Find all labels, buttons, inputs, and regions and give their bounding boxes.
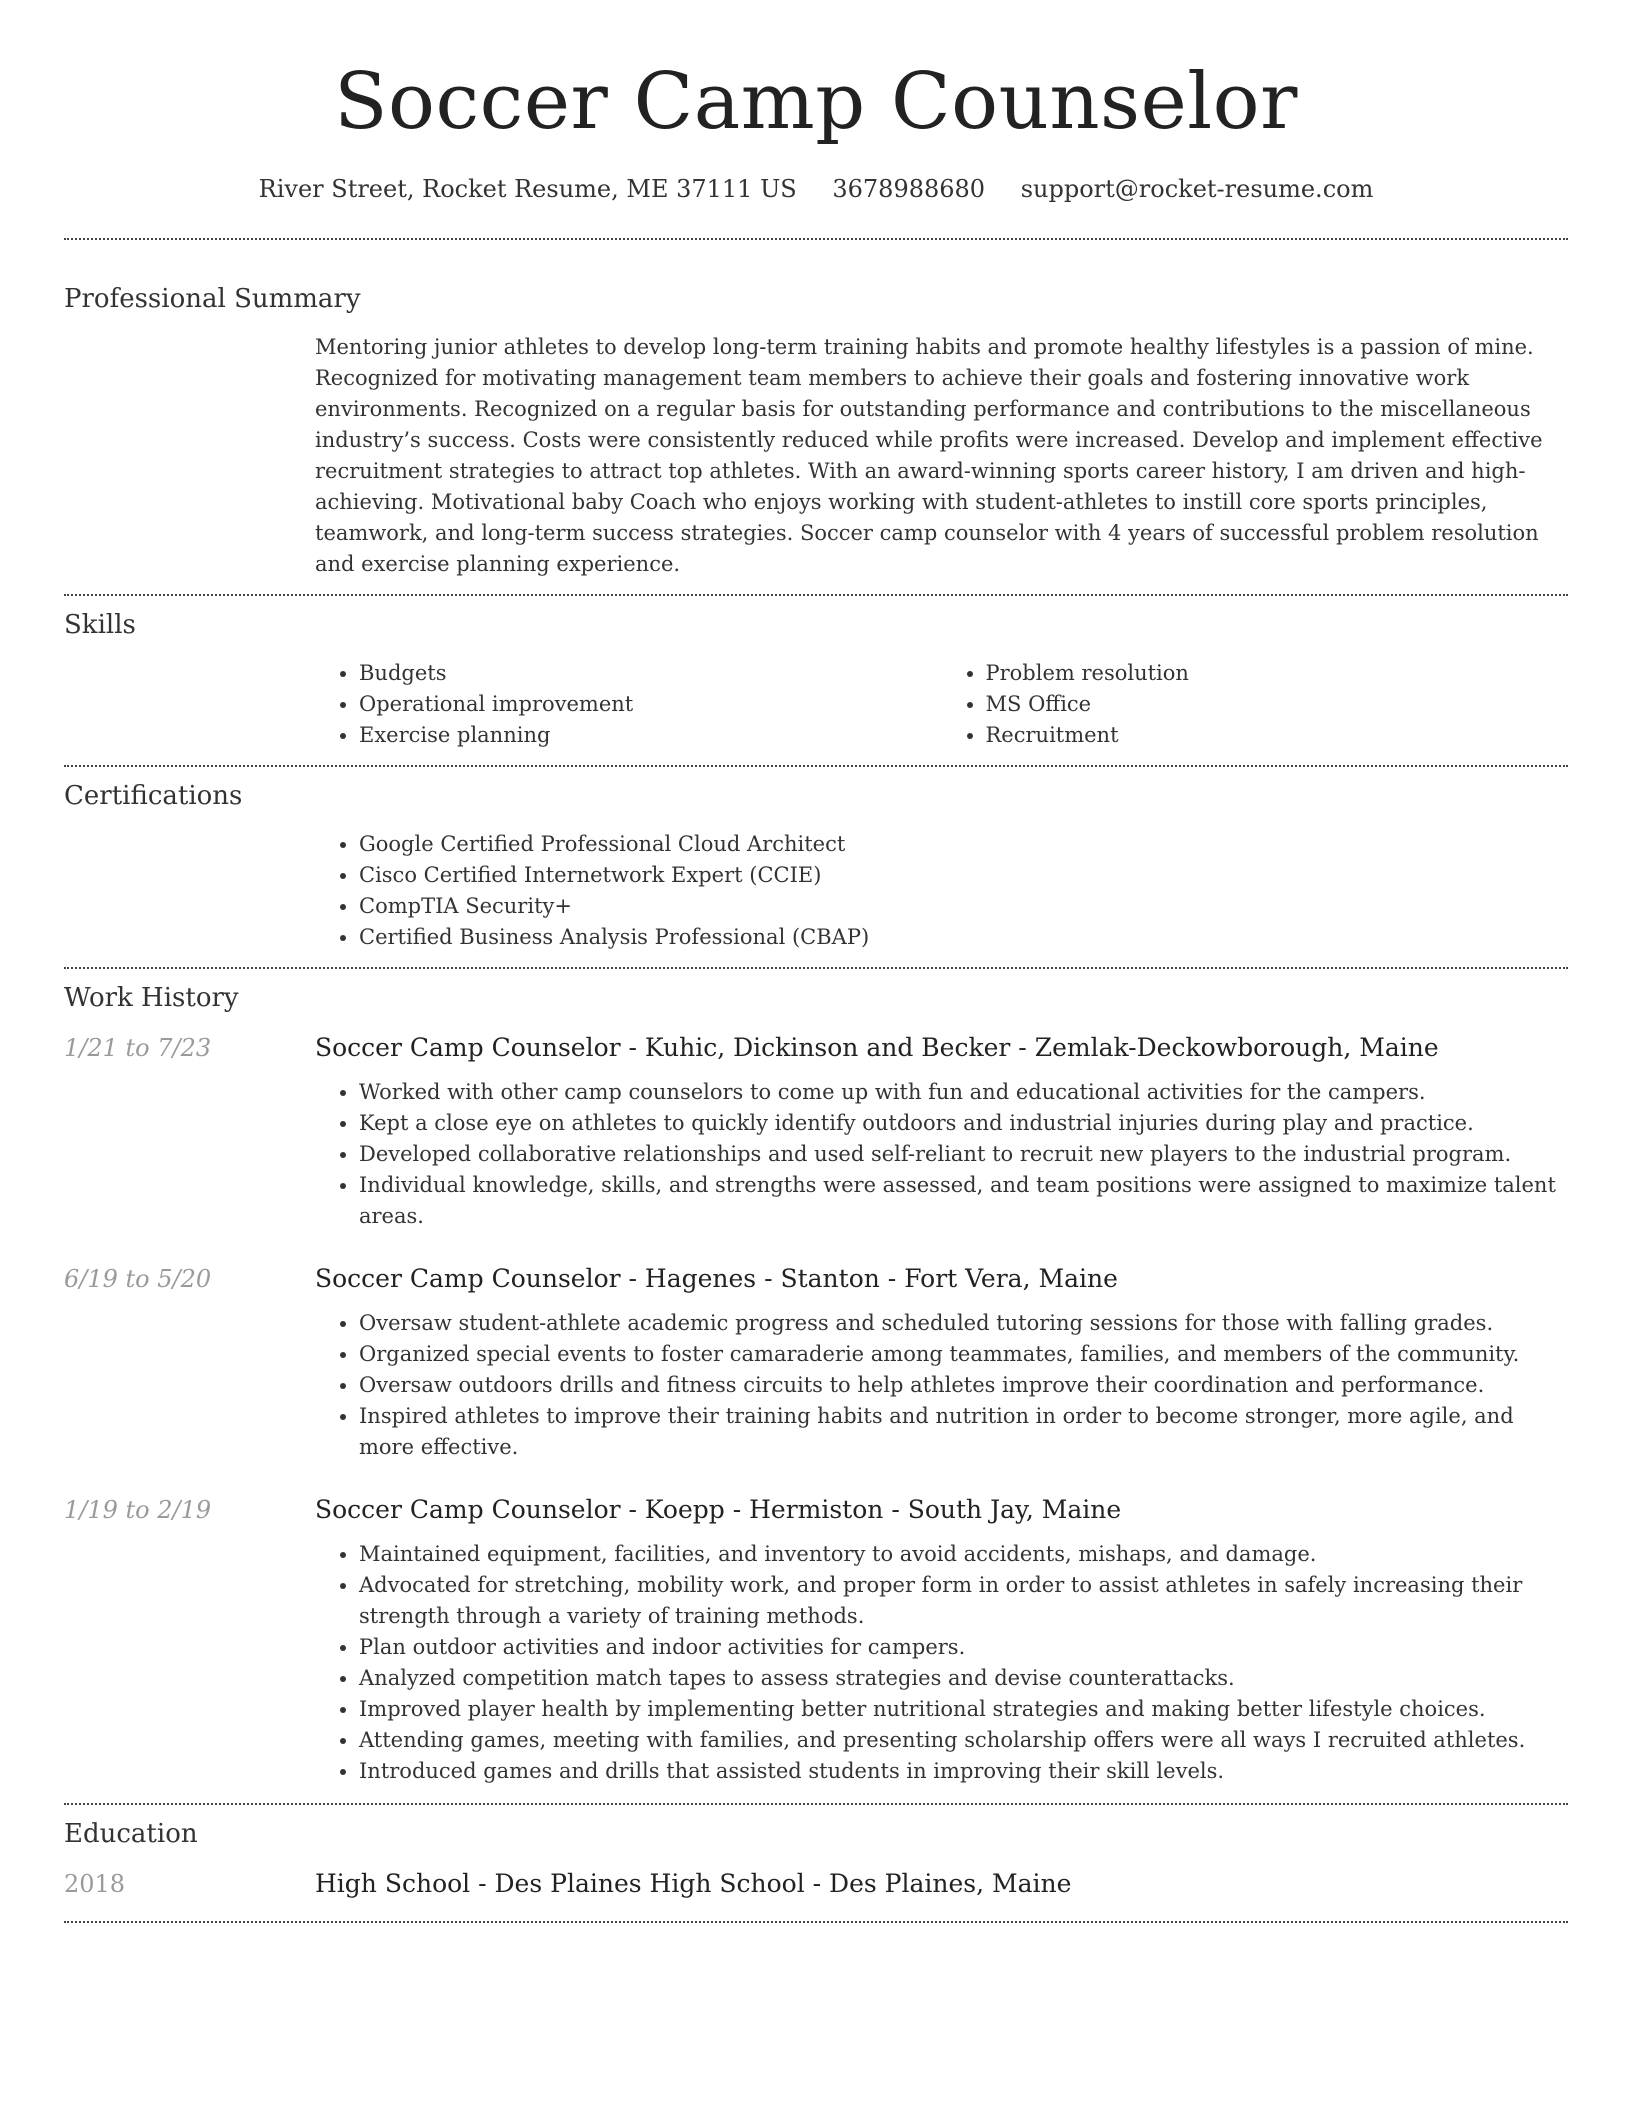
job-bullets-wrap <box>315 1077 1568 1232</box>
job-bullets-wrap <box>315 1539 1568 1787</box>
job-bullet: • Plan outdoor activities and indoor activities for campers. <box>359 1632 1568 1663</box>
work-history-section <box>64 969 1568 1787</box>
skill-item: • Exercise planning <box>359 720 942 751</box>
job-title: Soccer Camp Counselor - Hagenes - Stanton - Fort Vera, Maine <box>315 1264 1118 1293</box>
summary-text: Mentoring junior athletes to develop long-term training habits and promote healthy lifestyles is a passion of mine. Recognized for motivating management team members to achieve their goals and fostering innovative work environments. Recognized on a regular basis for outstanding performance and contributions to the miscellaneous industry’s success. Costs were consistently reduced while profits were increased. Develop and implement effective recruitment strategies to attract top athletes. With an award-winning sports career history, I am driven and high-achieving. Motivational baby Coach who enjoys working with student-athletes to instill core sports principles, teamwork, and long-term success strategies. Soccer camp counselor with 4 years of successful problem resolution and exercise planning experience. <box>315 335 1543 576</box>
job-entry <box>64 1262 1568 1463</box>
job-dates: 1/19 to 2/19 <box>64 1496 212 1524</box>
job-bullet: • Inspired athletes to improve their training habits and nutrition in order to become stronger, more agile, and more effective. <box>359 1401 1568 1463</box>
skill-item: • Budgets <box>359 658 942 689</box>
job-bullet: • Worked with other camp counselors to come up with fun and educational activities for the campers. <box>359 1077 1568 1108</box>
divider <box>64 1921 1568 1923</box>
skills-list-left <box>315 658 942 751</box>
job-bullets-wrap <box>315 1308 1568 1463</box>
job-bullet: • Analyzed competition match tapes to assess strategies and devise counterattacks. <box>359 1663 1568 1694</box>
job-bullet: • Kept a close eye on athletes to quickly identify outdoors and industrial injuries during play and practice. <box>359 1108 1568 1139</box>
job-header <box>64 1262 1568 1296</box>
education-title: High School - Des Plaines High School - Des Plaines, Maine <box>315 1869 1072 1898</box>
job-bullet: • Oversaw student-athlete academic progress and scheduled tutoring sessions for those with falling grades. <box>359 1308 1568 1339</box>
section-title: Professional Summary <box>64 284 361 314</box>
section-title: Skills <box>64 610 136 640</box>
certifications-list-wrap <box>315 829 1568 953</box>
education-entry <box>64 1867 1568 1901</box>
job-entry <box>64 1031 1568 1232</box>
certification-item: • Cisco Certified Internetwork Expert (CCIE) <box>359 860 1568 891</box>
job-bullet: • Advocated for stretching, mobility work, and proper form in order to assist athletes in safely increasing their strength through a variety of training methods. <box>359 1570 1568 1632</box>
skill-item: • Problem resolution <box>986 658 1569 689</box>
contact-address: River Street, Rocket Resume, ME 37111 US <box>258 175 797 203</box>
certification-item: • CompTIA Security+ <box>359 891 1568 922</box>
certification-item: • Google Certified Professional Cloud Architect <box>359 829 1568 860</box>
summary-section <box>64 240 1568 594</box>
skills-list-right <box>942 658 1569 751</box>
education-year: 2018 <box>64 1870 126 1898</box>
certifications-list <box>315 829 1568 953</box>
section-title: Education <box>64 1819 198 1849</box>
section-title: Work History <box>64 983 239 1013</box>
contact-phone: 3678988680 <box>832 175 986 203</box>
job-header <box>64 1031 1568 1065</box>
contact-line <box>64 172 1568 206</box>
skills-grid <box>315 658 1568 751</box>
resume-header <box>64 0 1568 206</box>
job-entry <box>64 1493 1568 1787</box>
skill-item: • MS Office <box>986 689 1569 720</box>
job-bullet: • Attending games, meeting with families, and presenting scholarship offers were all ways I recruited athletes. <box>359 1725 1568 1756</box>
section-title: Certifications <box>64 781 243 811</box>
contact-email: support@rocket-resume.com <box>1020 175 1374 203</box>
job-bullets <box>315 1077 1568 1232</box>
job-bullet: • Organized special events to foster camaraderie among teammates, families, and members of the community. <box>359 1339 1568 1370</box>
skill-item: • Operational improvement <box>359 689 942 720</box>
job-dates: 6/19 to 5/20 <box>64 1265 212 1293</box>
job-header <box>64 1493 1568 1527</box>
certifications-section <box>64 767 1568 967</box>
job-bullet: • Oversaw outdoors drills and fitness circuits to help athletes improve their coordination and performance. <box>359 1370 1568 1401</box>
resume-page <box>64 0 1568 1923</box>
job-bullet: • Improved player health by implementing better nutritional strategies and making better lifestyle choices. <box>359 1694 1568 1725</box>
skills-section <box>64 596 1568 765</box>
job-bullet: • Introduced games and drills that assisted students in improving their skill levels. <box>359 1756 1568 1787</box>
education-section <box>64 1805 1568 1901</box>
job-title: Soccer Camp Counselor - Kuhic, Dickinson and Becker - Zemlak-Deckowborough, Maine <box>315 1033 1439 1062</box>
job-bullets <box>315 1308 1568 1463</box>
skill-item: • Recruitment <box>986 720 1569 751</box>
job-bullet: • Individual knowledge, skills, and strengths were assessed, and team positions were assigned to maximize talent areas. <box>359 1170 1568 1232</box>
candidate-name: Soccer Camp Counselor <box>334 57 1298 147</box>
job-bullets <box>315 1539 1568 1787</box>
certification-item: • Certified Business Analysis Professional (CBAP) <box>359 922 1568 953</box>
job-bullet: • Maintained equipment, facilities, and inventory to avoid accidents, mishaps, and damage. <box>359 1539 1568 1570</box>
job-dates: 1/21 to 7/23 <box>64 1034 212 1062</box>
job-title: Soccer Camp Counselor - Koepp - Hermiston - South Jay, Maine <box>315 1495 1122 1524</box>
job-bullet: • Developed collaborative relationships and used self-reliant to recruit new players to the industrial program. <box>359 1139 1568 1170</box>
